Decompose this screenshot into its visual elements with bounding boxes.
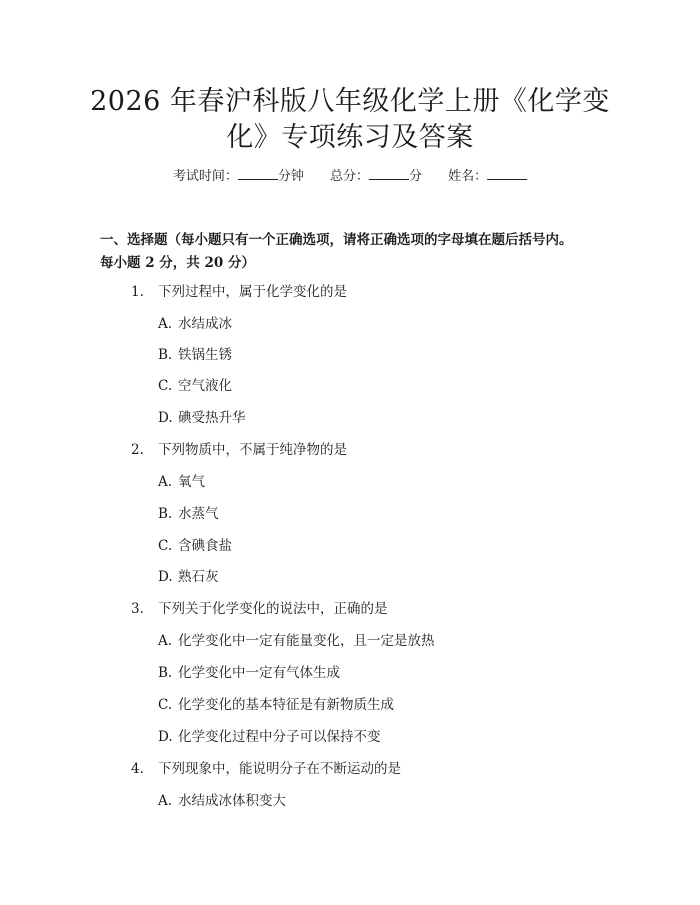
- score-unit: 分: [409, 169, 423, 184]
- exam-score: [330, 167, 422, 187]
- option-text: 水蒸气: [178, 506, 219, 522]
- option-letter: C.: [158, 697, 173, 713]
- time-blank: [238, 167, 278, 180]
- exam-meta: [0, 167, 700, 187]
- question-number: 1.: [131, 284, 144, 300]
- option-text: 化学变化中一定有气体生成: [178, 665, 340, 681]
- question-number: 4.: [131, 761, 144, 777]
- document-title-line1: 2026 年春沪科版八年级化学上册《化学变: [90, 86, 610, 117]
- option-text: 水结成冰体积变大: [178, 793, 286, 809]
- option-letter: A.: [158, 474, 173, 490]
- question-text: 下列关于化学变化的说法中，正确的是: [158, 601, 388, 617]
- option-1d: [158, 408, 246, 428]
- option-letter: D.: [158, 569, 173, 585]
- option-3a: [158, 631, 435, 651]
- option-letter: A.: [158, 793, 173, 809]
- option-text: 碘受热升华: [178, 410, 246, 426]
- option-3d: [158, 727, 381, 747]
- option-3b: [158, 663, 340, 683]
- name-label: 姓名：: [448, 169, 488, 184]
- option-1b: [158, 345, 232, 365]
- option-3c: [158, 695, 394, 715]
- option-2a: [158, 472, 205, 492]
- option-text: 化学变化中一定有能量变化，且一定是放热: [178, 633, 435, 649]
- option-2d: [158, 567, 219, 587]
- question-1: [131, 282, 347, 302]
- option-text: 空气液化: [178, 378, 232, 394]
- option-letter: B.: [158, 506, 173, 522]
- option-text: 氧气: [178, 474, 205, 490]
- question-text: 下列物质中，不属于纯净物的是: [158, 442, 347, 458]
- question-4: [131, 759, 401, 779]
- question-text: 下列现象中，能说明分子在不断运动的是: [158, 761, 401, 777]
- name-blank: [487, 167, 527, 180]
- option-letter: B.: [158, 665, 173, 681]
- option-letter: D.: [158, 729, 173, 745]
- option-letter: C.: [158, 378, 173, 394]
- option-text: 含碘食盐: [178, 538, 232, 554]
- exam-name: [448, 167, 527, 187]
- question-number: 3.: [131, 601, 144, 617]
- score-label: 总分：: [329, 169, 369, 184]
- score-blank: [369, 167, 409, 180]
- option-text: 铁锅生锈: [178, 347, 232, 363]
- option-letter: C.: [158, 538, 173, 554]
- option-letter: B.: [158, 347, 173, 363]
- option-2c: [158, 536, 232, 556]
- option-1c: [158, 376, 232, 396]
- option-4a: [158, 791, 286, 811]
- time-unit: 分钟: [277, 169, 304, 184]
- option-1a: [158, 314, 232, 334]
- question-text: 下列过程中，属于化学变化的是: [158, 284, 347, 300]
- option-letter: A.: [158, 633, 173, 649]
- option-2b: [158, 504, 219, 524]
- section-heading-line2: 每小题 2 分，共 20 分）: [100, 255, 255, 271]
- document-title-line2: 化》专项练习及答案: [226, 122, 474, 153]
- option-text: 水结成冰: [178, 316, 232, 332]
- exam-time: [173, 167, 304, 187]
- question-2: [131, 440, 347, 460]
- option-letter: D.: [158, 410, 173, 426]
- option-text: 化学变化过程中分子可以保持不变: [178, 729, 381, 745]
- option-letter: A.: [158, 316, 173, 332]
- question-3: [131, 599, 388, 619]
- question-number: 2.: [131, 442, 144, 458]
- option-text: 熟石灰: [178, 569, 219, 585]
- section-heading-line1: 一、选择题（每小题只有一个正确选项，请将正确选项的字母填在题后括号内。: [100, 232, 573, 248]
- option-text: 化学变化的基本特征是有新物质生成: [178, 697, 394, 713]
- time-label: 考试时间：: [172, 169, 238, 184]
- section-heading: [100, 229, 620, 275]
